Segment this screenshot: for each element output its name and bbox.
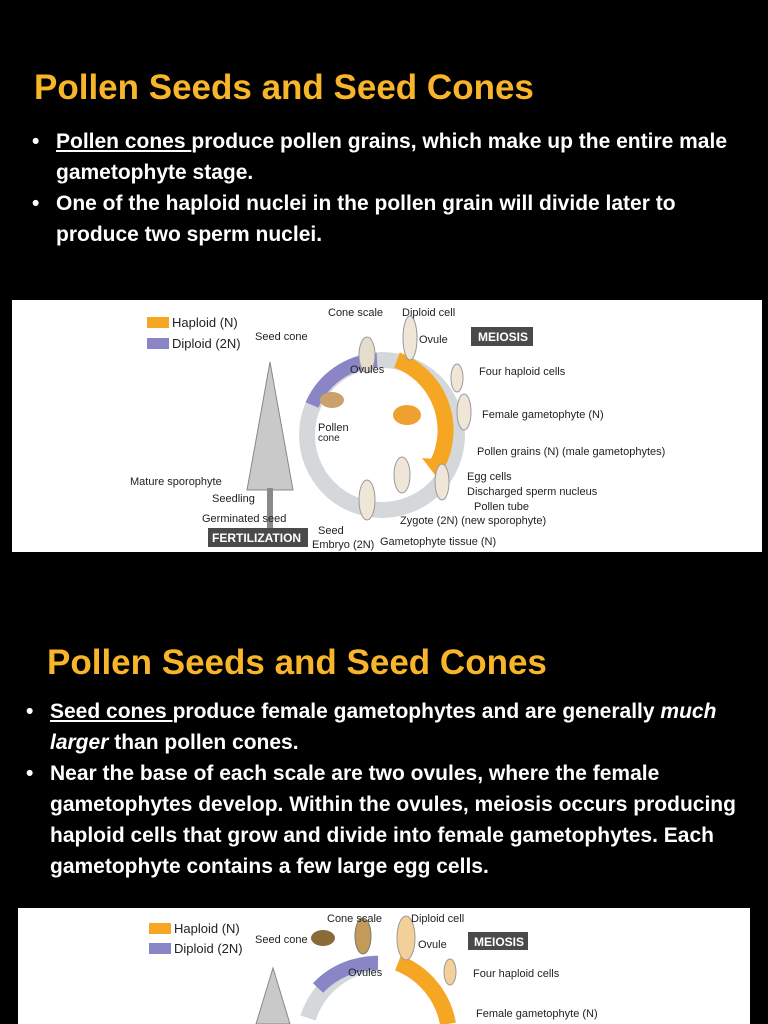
legend-haploid: Haploid (N) [174, 921, 240, 936]
haploid-cell-icon [444, 959, 456, 985]
haploid-swatch [149, 923, 171, 934]
label-seed-cone: Seed cone [255, 934, 308, 946]
legend-diploid: Diploid (2N) [174, 941, 243, 956]
tree-icon [256, 968, 290, 1024]
life-cycle-diagram-partial [18, 908, 750, 1024]
legend-haploid: Haploid (N) [172, 315, 238, 330]
label-seed: Seed [318, 525, 344, 537]
label-cone-scale: Cone scale [328, 307, 384, 319]
label-pollen-grains: Pollen grains (N) (male gametophytes) [477, 446, 666, 458]
slide-title: Pollen Seeds and Seed Cones [34, 68, 534, 107]
haploid-arc [398, 963, 448, 1024]
haploid-cell-icon [451, 364, 463, 392]
seed-icon [359, 480, 375, 520]
bullet-item [24, 696, 759, 758]
bullet-text: One of the haploid nuclei in the pollen grain will divide later to produce two sperm nuclei. [56, 192, 676, 246]
slide-2 [0, 575, 768, 1024]
label-diploid-cell: Diploid cell [411, 913, 465, 925]
label-germinated-seed: Germinated seed [202, 513, 287, 525]
bullet-text: produce female gametophytes and are generally [172, 700, 661, 723]
seed-cone-icon [311, 930, 335, 946]
label-female-gametophyte: Female gametophyte (N) [482, 409, 604, 421]
life-cycle-diagram [12, 300, 762, 552]
label-cone-scale: Cone scale [327, 913, 383, 925]
label-four-haploid: Four haploid cells [473, 968, 560, 980]
pollen-grains-icon [393, 405, 421, 425]
diploid-swatch [147, 338, 169, 349]
label-embryo: Embryo (2N) [312, 539, 375, 551]
label-discharged-sperm: Discharged sperm nucleus [467, 486, 598, 498]
bullet-text: Near the base of each scale are two ovules, where the female gametophytes develop. Within the ovules, meiosis occurs producing haploid cells that grow and divide into female gametophytes. Each gametophyte contains a few large egg cells. [50, 762, 736, 878]
label-gametophyte-tissue: Gametophyte tissue (N) [380, 536, 497, 548]
life-cycle-svg [12, 300, 762, 552]
seed-cones-term: Seed cones [50, 700, 173, 723]
diploid-swatch [149, 943, 171, 954]
egg-cell-icon [435, 464, 449, 500]
label-fertilization: FERTILIZATION [212, 531, 302, 545]
label-zygote: Zygote (2N) (new sporophyte) [400, 515, 547, 527]
label-ovule: Ovule [419, 334, 448, 346]
bullet-list [30, 126, 750, 250]
bullet-text: than pollen cones. [108, 731, 299, 754]
label-egg-cells: Egg cells [467, 471, 512, 483]
pollen-cone-icon [320, 392, 344, 408]
label-ovule: Ovule [418, 939, 447, 951]
label-ovules: Ovules [350, 364, 385, 376]
label-seed-cone: Seed cone [255, 331, 308, 343]
label-seedling: Seedling [212, 493, 255, 505]
tree-icon [247, 362, 293, 490]
bullet-text: produce pollen grains, which make up the entire male gametophyte stage. [56, 130, 727, 184]
label-diploid-cell: Diploid cell [402, 307, 456, 319]
bullet-list [24, 696, 759, 882]
pollen-cones-term: Pollen cones [56, 130, 192, 153]
label-cone: cone [318, 433, 340, 444]
label-female-gametophyte: Female gametophyte (N) [476, 1008, 598, 1020]
emphasis-text: much larger [50, 700, 717, 754]
label-pollen-tube: Pollen tube [474, 501, 530, 513]
zygote-icon [394, 457, 410, 493]
gametophyte-icon [457, 394, 471, 430]
label-four-haploid: Four haploid cells [479, 366, 566, 378]
label-pollen: Pollen [318, 422, 349, 434]
label-ovules: Ovules [348, 967, 383, 979]
haploid-swatch [147, 317, 169, 328]
life-cycle-svg [18, 908, 750, 1024]
slide-title: Pollen Seeds and Seed Cones [47, 643, 547, 682]
bullet-item [30, 188, 750, 250]
label-meiosis: MEIOSIS [478, 330, 529, 344]
label-mature-sporophyte: Mature sporophyte [130, 476, 222, 488]
bullet-item [24, 758, 759, 882]
ovule-icon [403, 316, 417, 360]
legend-diploid: Diploid (2N) [172, 336, 241, 351]
label-meiosis: MEIOSIS [474, 935, 525, 949]
bullet-item [30, 126, 750, 188]
